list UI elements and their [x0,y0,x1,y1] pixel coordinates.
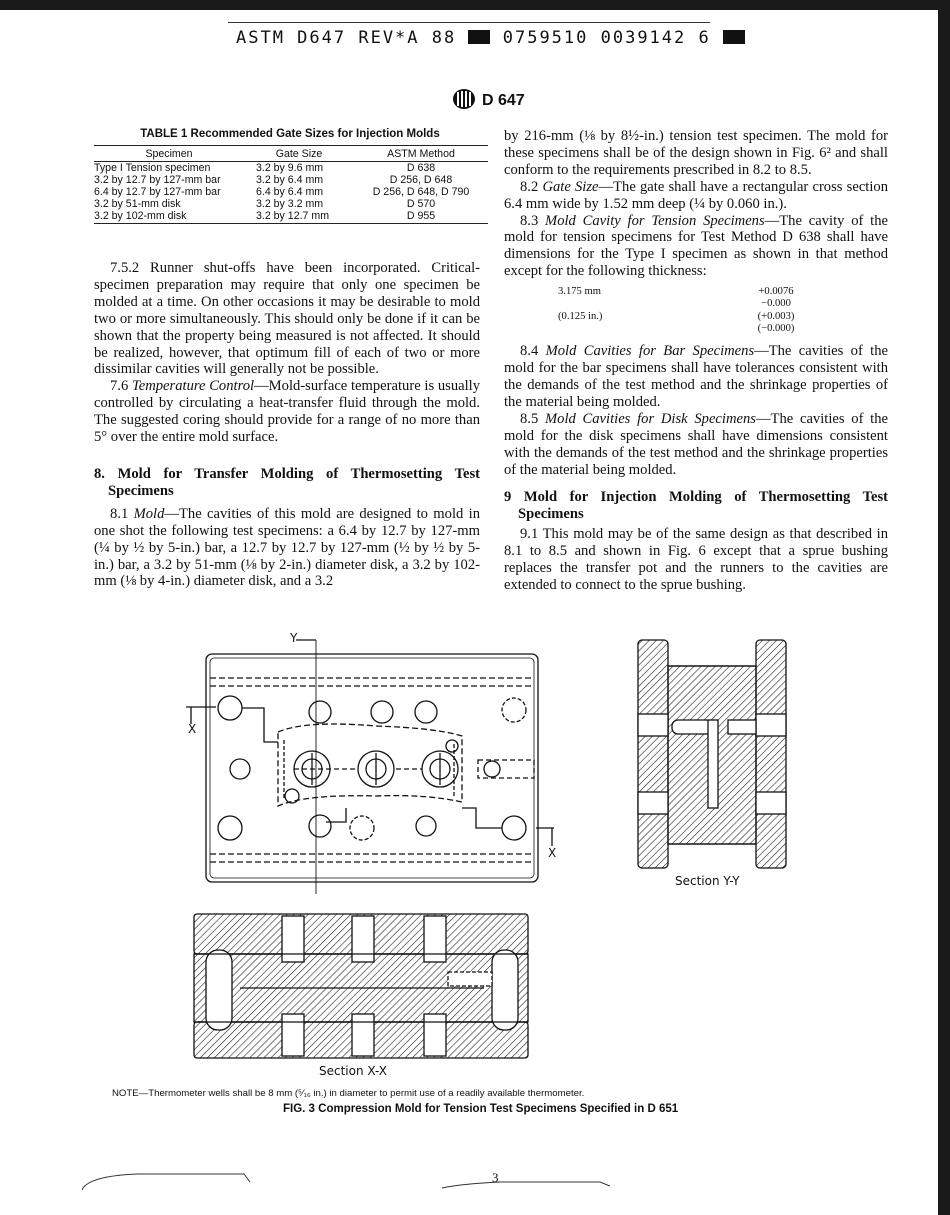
table-cell: D 256, D 648, D 790 [372,186,470,198]
section-yy-view [632,636,792,872]
decorative-rule-left [78,1164,278,1194]
decorative-rule-bottom [440,1172,620,1192]
section-8-heading: 8. Mold for Transfer Molding of Thermosetting Test Specimens [94,465,480,499]
paragraph-8-1-continued: by 216-mm (⅛ by 8½-in.) tension test specimen. The mold for these specimens shall be of the design shown in Fig. 6² and shall conform to the requirements prescribed in 8.2 to 8.5. [504,128,888,178]
table-row [94,210,488,224]
table-cell: Type I Tension specimen [94,162,211,174]
document-code-right: 0759510 0039142 6 [502,28,711,48]
table-cell: 6.4 by 6.4 mm [256,186,324,198]
paragraph-8-3: 8.3 Mold Cavity for Tension Specimens—The cavity of the mold for tension specimens for Test Method D 638 shall have dimensions for the Type I specimen as shown in that method except for the following thickness: [504,212,889,280]
redaction-block [468,30,490,44]
section-yy-label: Section Y-Y [675,874,740,888]
table-row [94,162,488,175]
paragraph-8-4: 8.4 Mold Cavities for Bar Specimens—The cavities of the mold for the bar specimens shall have tolerances consistent with the demands of the test method and the shrinkage properties of the material being molded. [504,343,888,411]
paragraph-7-5-2: 7.5.2 Runner shut-offs have been incorporated. Critical-specimen preparation may require that only one specimen be molded at a time. On other occasions it may be desirable to mold two or more simultaneously. This should only be done if it can be shown that the property being measured is not affected. It should be realized, however, that optimum fill of each of two or more dissimilar cavities will generally not be possible. [94,260,480,378]
redaction-block [723,30,745,44]
column-header: ASTM Method [354,146,488,162]
table-row [94,186,488,198]
left-column [94,260,480,590]
table-cell: D 638 [406,162,436,174]
page-number: 3 [492,1170,499,1185]
column-header: Specimen [94,146,244,162]
paragraph-9-1: 9.1 This mold may be of the same design as that described in 8.1 to 8.5 and shown in Fig. 6 except that a sprue bushing replaces the transfer pot and the runners to the cavities are extended to connect to the sprue bushing. [504,526,888,594]
table-cell: D 570 [406,198,436,210]
table-cell: 3.2 by 6.4 mm [256,174,324,186]
table-row [94,174,488,186]
paragraph-7-6: 7.6 Temperature Control—Mold-surface temperature is usually controlled by circulating a heat-transfer fluid through the mold. The suggested coring should provide for a range of no more than 5° over the entire mold surface. [94,378,481,446]
section-xx-view [192,910,532,1062]
section-xx-label: Section X-X [319,1064,387,1078]
figure-note: NOTE—Thermometer wells shall be 8 mm (⁵⁄₁₆ in.) in diameter to permit use of a readily available thermometer. [112,1088,585,1099]
table-cell: 3.2 by 102-mm disk [94,210,244,224]
astm-logo-icon [452,88,476,110]
table-cell: 3.2 by 9.6 mm [256,162,324,174]
table-cell: 3.2 by 3.2 mm [256,198,324,210]
table-title: TABLE 1 Recommended Gate Sizes for Injection Molds [140,128,440,140]
thickness-tolerance: 3.175 mm +0.0076 −0.000 (0.125 in.) (+0.003) (−0.000) [558,286,795,335]
scan-edge-right [938,0,950,1215]
table-cell: 3.2 by 51-mm disk [94,198,181,210]
header-rule [228,22,710,23]
astm-designation [452,88,525,110]
table-cell: D 256, D 648 [389,174,453,186]
document-code-left: ASTM D647 REV*A 88 [236,28,457,48]
scan-edge-top [0,0,950,10]
figure-caption: FIG. 3 Compression Mold for Tension Test Specimens Specified in D 651 [283,1103,679,1115]
table-cell: D 955 [354,210,488,224]
right-column [504,128,888,594]
gate-size-table [94,145,488,224]
section-marker-x-left: X [188,722,197,736]
paragraph-8-2: 8.2 Gate Size—The gate shall have a rectangular cross section 6.4 mm wide by 1.52 mm deep (¼ by 0.060 in.). [504,178,888,212]
table-row [94,198,488,210]
table-cell: 3.2 by 12.7 by 127-mm bar [94,174,221,186]
document-code-header [236,28,745,48]
section-marker-y: Y [290,631,298,645]
table-cell: 3.2 by 12.7 mm [244,210,354,224]
mold-plan-view [186,632,566,897]
column-header: Gate Size [244,146,354,162]
designation-text: D 647 [482,92,525,109]
paragraph-8-1: 8.1 Mold—The cavities of this mold are designed to mold in one shot the following test specimens: a 6.4 by 12.7 by 127-mm (¼ by ½ by 5-in.) bar, a 12.7 by 12.7 by 127-mm (½ by ½ by 5-in.) bar, a 3.2 by 51-mm (⅛ by 2-in.) diameter disk, a 3.2 by 102-mm (⅛ by 4-in.) diameter disk, and a 3.2 [94,505,481,590]
paragraph-8-5: 8.5 Mold Cavities for Disk Specimens—The cavities of the mold for the disk specimens shall have dimensions consistent with the demands of the test method and the shrinkage properties of the material being molded. [504,410,889,478]
section-9-heading: 9 Mold for Injection Molding of Thermosetting Test Specimens [504,488,888,522]
table-cell: 6.4 by 12.7 by 127-mm bar [94,186,221,198]
section-marker-x-right: X [548,846,557,860]
